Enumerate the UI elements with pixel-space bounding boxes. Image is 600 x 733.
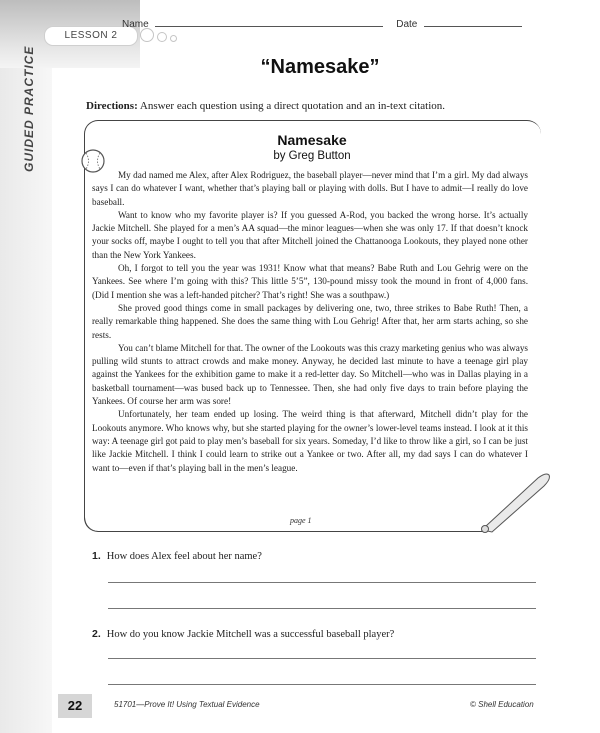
paragraph: Oh, I forgot to tell you the year was 1931! Know what that means? Babe Ruth and Lou Gehrig were on the Yankees. See where I’m going with this? This little 5’5”, 130-pound missy took the mound in front of 4,000 fans. (Did I mention she was a left-handed pitcher? That’s right! She was a southpaw.) (92, 263, 528, 300)
lesson-tab: LESSON 2 (44, 26, 138, 46)
name-label: Name (122, 19, 149, 30)
question-number: 2. (92, 628, 101, 640)
answer-line[interactable] (108, 582, 536, 583)
passage-text (92, 169, 528, 475)
paragraph: She proved good things come in small packages by delivering one, two, three strikes to Babe Ruth! Then, a really remarkable thing happened. She does the same thing with Lou Gehrig! After that, her arm starts aching, so she rests. (92, 302, 528, 340)
question-1 (92, 550, 262, 562)
page-label: page 1 (290, 516, 312, 525)
answer-line[interactable] (108, 684, 536, 685)
section-label: GUIDED PRACTICE (22, 45, 36, 172)
directions-label: Directions: (86, 100, 138, 112)
directions-text: Answer each question using a direct quotation and an in-text citation. (137, 100, 446, 112)
answer-line[interactable] (108, 658, 536, 659)
passage-byline: by Greg Button (273, 150, 351, 162)
date-field[interactable] (424, 16, 522, 27)
page-title: “Namesake” (260, 56, 380, 78)
date-label: Date (396, 19, 418, 30)
question-text: How does Alex feel about her name? (106, 551, 262, 562)
page-number: 22 (58, 694, 92, 718)
passage-box-bottom (84, 517, 485, 532)
paragraph: Want to know who my favorite player is? If you guessed A-Rod, you backed the wrong horse. It’s actually Jackie Mitchell. She played for a men’s AA squad—the minor leagues—when she was only 17. If that doesn’t knock your socks off, maybe I ought to tell you that after Mitchell joined the Chattanooga Lookouts, they played none other than the New York Yankees. (92, 209, 528, 260)
passage-title: Namesake (277, 132, 347, 148)
footer-publisher: © Shell Education (470, 700, 534, 709)
footer-book-title: 51701—Prove It! Using Textual Evidence (114, 700, 260, 709)
question-2 (92, 628, 394, 640)
baseball-bat-icon (478, 470, 552, 534)
directions (86, 100, 556, 112)
paragraph: My dad named me Alex, after Alex Rodriguez, the baseball player—never mind that I’m a girl. My dad always says I can do whatever I want, whether that’s playing ball or playing with dolls. But I have to admit—I really do love baseball. (92, 170, 528, 207)
paragraph: You can’t blame Mitchell for that. The owner of the Lookouts was this crazy marketing genius who was always pulling wild stunts to attract crowds and make money. Anyway, he decided last minute to have a teenage girl play against the Yankees for the exhibition game to make it a red-letter day. So Mitchell—who was in Dallas playing in a basketball tournament—was bused back up to Tennessee. Then, she had only five days to train before playing the Yankees. Of course her arm was sore! (92, 342, 528, 407)
answer-line[interactable] (108, 608, 536, 609)
question-text: How do you know Jackie Mitchell was a successful baseball player? (106, 629, 395, 640)
paragraph: Unfortunately, her team ended up losing. The weird thing is that afterward, Mitchell didn’t play for the Lookouts anymore. Who knows why, but she started playing for the owner’s lower-level teams instead. I look at it this way: A teenage girl got paid to play men’s baseball for six years. Someday, I’d like to throw like a girl, so I can be just like Jackie Mitchell. I think I could learn to strike out a Yankee or two. After all, my dad says I can do whatever I want to—even if that’s playing ball in the men’s league. (92, 409, 528, 473)
decorative-dots (140, 28, 180, 47)
question-number: 1. (92, 550, 101, 562)
name-field[interactable] (155, 16, 383, 27)
name-date-row (122, 16, 522, 30)
